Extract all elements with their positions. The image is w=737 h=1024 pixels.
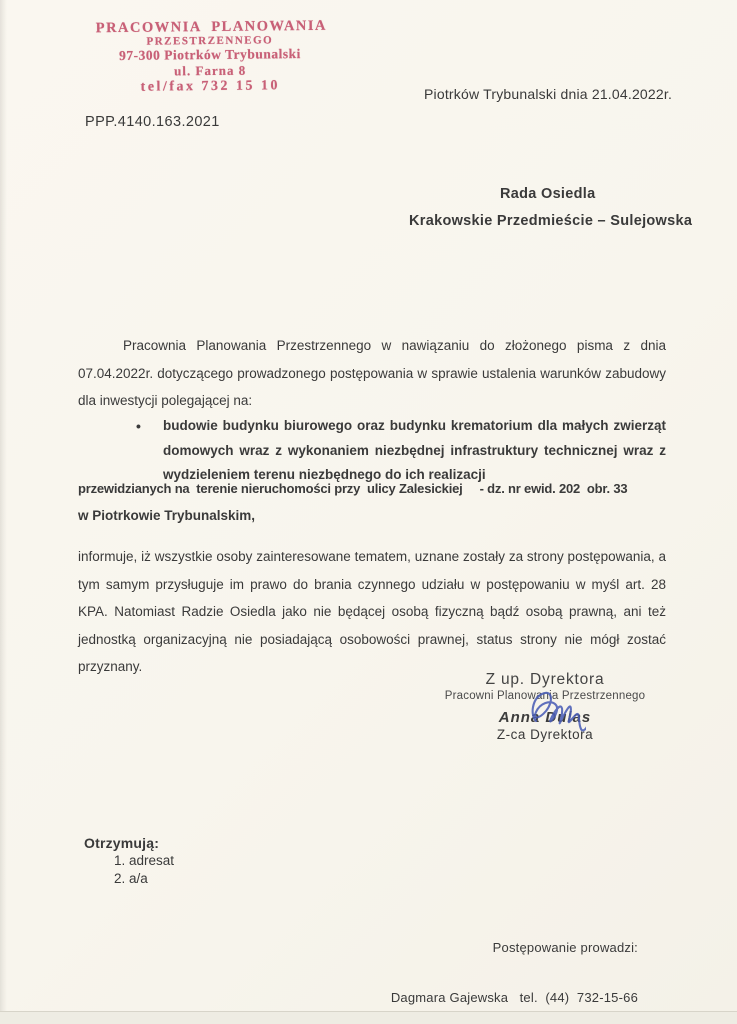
body-paragraph-2: informuje, iż wszystkie osoby zainteresowane tematem, uznane zostały za strony postępowania, a tym samym przysługuje im prawo do brania czynnego udziału w postępowaniu w myśl art. 28 KPA. Natomiast Radzie Osiedla jako nie będącej osobą fizyczną bądź osobą prawną, ani też jednostką organizacyjną nie posiadającą osobowości prawnej, status strony nie mógł zostać przyznany.	[78, 549, 666, 674]
signature-block	[428, 671, 662, 742]
bullet-marker: •	[136, 418, 141, 434]
footer-label: Postępowanie prowadzi:	[492, 940, 638, 955]
date-line: Piotrków Trybunalski dnia 21.04.2022r.	[424, 86, 673, 102]
signatory-name: Anna Dulas	[498, 709, 592, 726]
case-handler-footer	[391, 907, 638, 1024]
stamp-address: 97-300 Piotrków Trybunalski	[119, 46, 301, 63]
addressee-name: Rada Osiedla	[500, 186, 596, 202]
bullet-item-text: budowie budynku biurowego oraz budynku krematorium dla małych zwierząt domowych wraz z wykonaniem niezbędnej infrastruktury technicznej wraz z wydzieleniem terenu niezbędnego do ich realizacji	[163, 418, 666, 482]
stamp-org-name-2: PRZESTRZENNEGO	[146, 34, 274, 48]
distribution-heading: Otrzymują:	[84, 835, 160, 851]
signature-office-line: Pracowni Planowania Przestrzennego	[444, 690, 646, 702]
distribution-list	[84, 835, 174, 887]
stamp-org-name: PRACOWNIA PLANOWANIA	[95, 17, 328, 37]
distribution-item-1: 1. adresat	[129, 852, 174, 870]
stamp-street: ul. Farna 8	[174, 62, 247, 79]
handwritten-signature-icon	[524, 685, 586, 735]
reference-number: PPP.4140.163.2021	[85, 114, 220, 130]
footer-contact: Dagmara Gajewska tel. (44) 732-15-66	[390, 989, 638, 1005]
bullet-item	[136, 414, 666, 488]
office-stamp	[95, 17, 328, 96]
distribution-items	[84, 852, 174, 887]
distribution-item-2: 2. a/a	[129, 870, 174, 888]
signature-authority-line: Z up. Dyrektora	[485, 671, 605, 688]
signatory-title: Z-ca Dyrektora	[496, 727, 594, 742]
body-paragraph-1: Pracownia Planowania Przestrzennego w nawiązaniu do złożonego pisma z dnia 07.04.2022r. dotyczącego prowadzonego postępowania w sprawie ustalenia warunków zabudowy dla inwestycji polegającej na:	[78, 338, 666, 408]
scan-edge-left	[0, 0, 7, 1024]
body-continuation-line-1: przewidzianych na terenie nieruchomości przy ulicy Zalesickiej - dz. nr ewid. 202 obr. 33	[78, 481, 628, 496]
addressee-detail: Krakowskie Przedmieście – Sulejowska	[409, 213, 693, 229]
body-continuation-line-2: w Piotrkowie Trybunalskim,	[78, 508, 256, 523]
stamp-phone: tel/fax 732 15 10	[140, 78, 281, 95]
